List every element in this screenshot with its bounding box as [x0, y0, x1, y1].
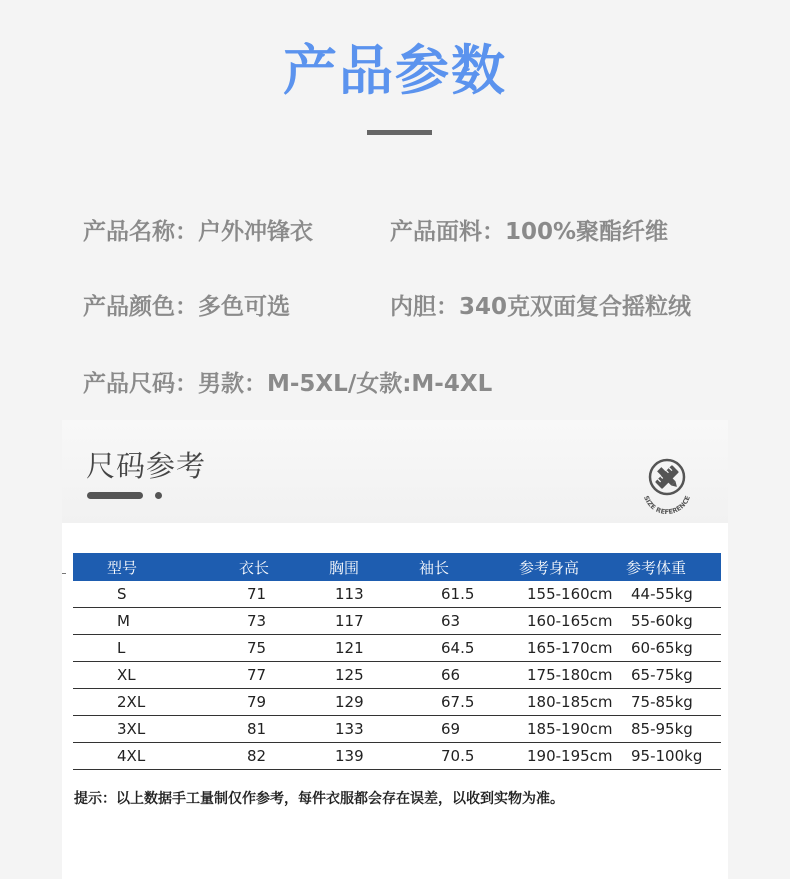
header-height: 参考身高 — [519, 553, 626, 581]
size-note: 提示：以上数据手工量制仅作参考，每件衣服都会存在误差，以收到实物为准。 — [74, 791, 564, 807]
table-cell: 55-60kg — [626, 608, 721, 635]
header-length: 衣长 — [239, 553, 329, 581]
table-cell: 44-55kg — [626, 581, 721, 608]
table-cell: 67.5 — [419, 689, 519, 716]
table-cell: 65-75kg — [626, 662, 721, 689]
table-cell: 77 — [239, 662, 329, 689]
table-cell: 75-85kg — [626, 689, 721, 716]
table-cell: 70.5 — [419, 743, 519, 770]
table-cell: 139 — [329, 743, 419, 770]
table-cell: 133 — [329, 716, 419, 743]
table-row — [73, 662, 721, 689]
divider-tick — [62, 573, 66, 574]
header-sleeve: 袖长 — [419, 553, 519, 581]
table-cell: 71 — [239, 581, 329, 608]
table-cell: M — [73, 608, 239, 635]
table-cell: 64.5 — [419, 635, 519, 662]
spec-product-name: 产品名称：户外冲锋衣 — [83, 219, 313, 245]
table-cell: 155-160cm — [519, 581, 626, 608]
size-reference-icon — [633, 450, 701, 518]
table-cell: 190-195cm — [519, 743, 626, 770]
header-chest: 胸围 — [329, 553, 419, 581]
title-underline — [367, 130, 432, 135]
table-cell: 160-165cm — [519, 608, 626, 635]
table-cell: 81 — [239, 716, 329, 743]
table-row — [73, 608, 721, 635]
spec-lining: 内胆：340克双面复合摇粒绒 — [390, 294, 692, 320]
table-cell: 113 — [329, 581, 419, 608]
header-weight: 参考体重 — [626, 553, 721, 581]
table-cell: 95-100kg — [626, 743, 721, 770]
table-cell: 79 — [239, 689, 329, 716]
table-cell: S — [73, 581, 239, 608]
spec-sizes: 产品尺码：男款：M-5XL/女款:M-4XL — [83, 371, 493, 397]
title-dot-decoration — [155, 492, 162, 499]
size-table — [73, 553, 721, 770]
page-title: 产品参数 — [283, 39, 507, 102]
table-cell: L — [73, 635, 239, 662]
table-cell: 63 — [419, 608, 519, 635]
table-cell: 175-180cm — [519, 662, 626, 689]
table-row — [73, 689, 721, 716]
table-cell: 3XL — [73, 716, 239, 743]
table-row — [73, 743, 721, 770]
table-cell: 185-190cm — [519, 716, 626, 743]
table-row — [73, 716, 721, 743]
table-cell: 125 — [329, 662, 419, 689]
section-title: 尺码参考 — [86, 449, 207, 483]
size-reference-icon-text: SIZE REFERENCE — [642, 494, 692, 517]
table-cell: 73 — [239, 608, 329, 635]
table-cell: 180-185cm — [519, 689, 626, 716]
table-cell: 82 — [239, 743, 329, 770]
table-cell: 85-95kg — [626, 716, 721, 743]
table-cell: 66 — [419, 662, 519, 689]
table-cell: 60-65kg — [626, 635, 721, 662]
table-cell: 117 — [329, 608, 419, 635]
table-cell: 75 — [239, 635, 329, 662]
table-cell: XL — [73, 662, 239, 689]
table-row — [73, 581, 721, 608]
table-cell: 121 — [329, 635, 419, 662]
spec-fabric: 产品面料：100%聚酯纤维 — [390, 219, 669, 245]
table-cell: 4XL — [73, 743, 239, 770]
table-cell: 165-170cm — [519, 635, 626, 662]
spec-color: 产品颜色：多色可选 — [83, 294, 290, 320]
header-model: 型号 — [73, 553, 239, 581]
table-cell: 69 — [419, 716, 519, 743]
table-cell: 2XL — [73, 689, 239, 716]
title-pill-decoration — [87, 492, 143, 499]
table-row — [73, 635, 721, 662]
svg-text:SIZE REFERENCE — [642, 495, 692, 516]
table-cell: 129 — [329, 689, 419, 716]
table-header-row — [73, 553, 721, 581]
table-cell: 61.5 — [419, 581, 519, 608]
